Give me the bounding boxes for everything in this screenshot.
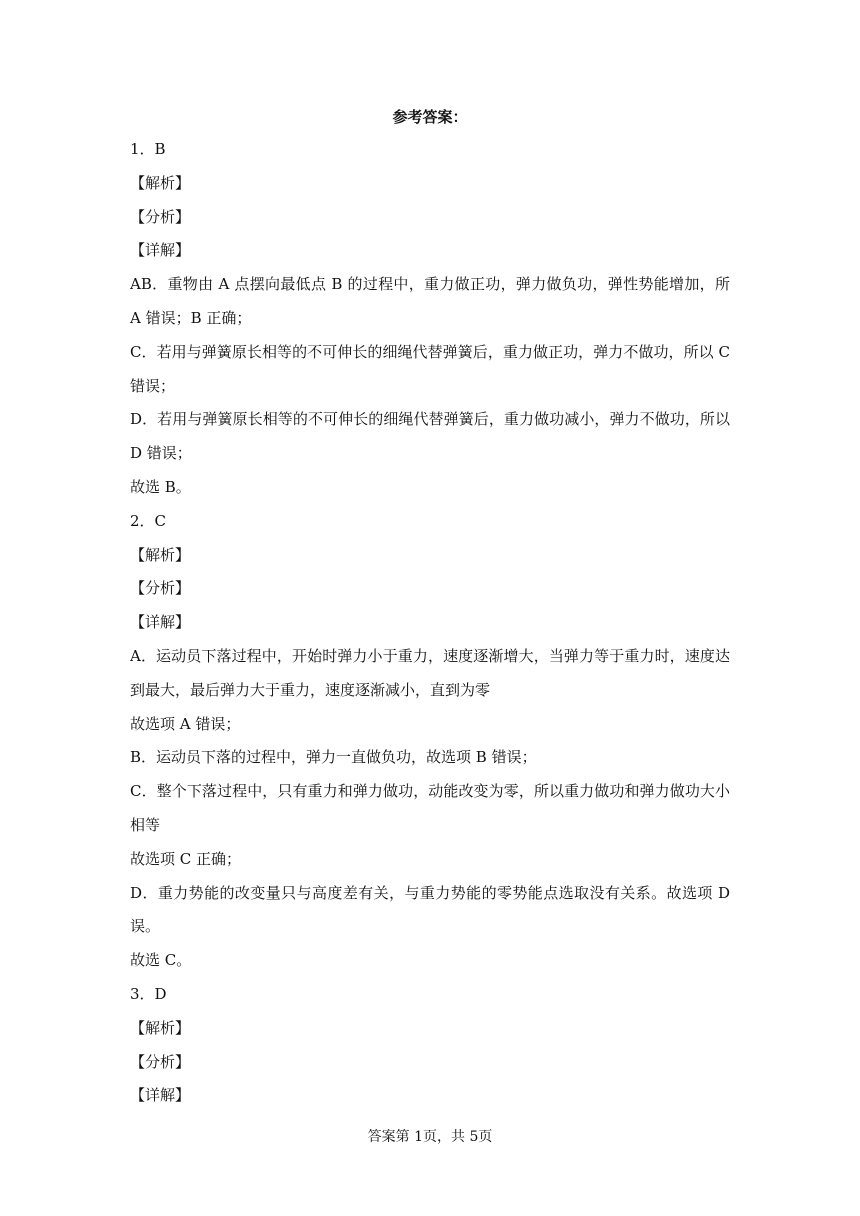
paragraph-line: AB．重物由 A 点摆向最低点 B 的过程中，重力做正功，弹力做负功，弹性势能增加，所	[130, 275, 730, 294]
paragraph-line: 故选项 A 错误；	[130, 714, 241, 733]
paragraph-line: 误。	[130, 917, 161, 936]
paragraph-line: 相等	[130, 815, 161, 834]
section-jiexi: 【解析】	[130, 545, 191, 564]
section-fenxi: 【分析】	[130, 207, 191, 226]
section-fenxi: 【分析】	[130, 1052, 191, 1071]
paragraph-line: C．若用与弹簧原长相等的不可伸长的细绳代替弹簧后，重力做正功，弹力不做功，所以 C	[130, 342, 730, 361]
section-jiexi: 【解析】	[130, 1018, 191, 1037]
section-xiangjie: 【详解】	[130, 1086, 191, 1105]
paragraph-line: A．运动员下落过程中，开始时弹力小于重力，速度逐渐增大，当弹力等于重力时，速度达	[130, 646, 730, 665]
answer-1-heading: 1．B	[130, 140, 166, 158]
paragraph-line: D 错误；	[130, 444, 192, 463]
paragraph-line: D．若用与弹簧原长相等的不可伸长的细绳代替弹簧后，重力做功减小，弹力不做功，所以	[130, 410, 730, 429]
paragraph-line: 故选项 C 正确；	[130, 849, 242, 868]
paragraph-line: A 错误；B 正确；	[130, 308, 252, 327]
paragraph-line: 故选 C。	[130, 951, 192, 970]
page-title: 参考答案：	[392, 108, 468, 126]
paragraph-line: 到最大，最后弹力大于重力，速度逐渐减小，直到为零	[130, 680, 491, 699]
paragraph-line: B．运动员下落的过程中，弹力一直做负功，故选项 B 错误；	[130, 748, 537, 767]
section-xiangjie: 【详解】	[130, 241, 191, 260]
section-jiexi: 【解析】	[130, 173, 191, 192]
paragraph-line: 故选 B。	[130, 477, 191, 496]
section-fenxi: 【分析】	[130, 579, 191, 598]
answer-3-heading: 3．D	[130, 984, 167, 1003]
answer-2-heading: 2．C	[130, 511, 167, 530]
paragraph-line: D．重力势能的改变量只与高度差有关，与重力势能的零势能点选取没有关系。故选项 D	[130, 883, 730, 902]
page-footer: 答案第 1页，共 5页	[367, 1129, 493, 1145]
answer-body	[130, 133, 730, 1113]
paragraph-line: 错误；	[130, 376, 176, 395]
section-xiangjie: 【详解】	[130, 613, 191, 632]
paragraph-line: C．整个下落过程中，只有重力和弹力做功，动能改变为零，所以重力做功和弹力做功大小	[130, 782, 730, 801]
